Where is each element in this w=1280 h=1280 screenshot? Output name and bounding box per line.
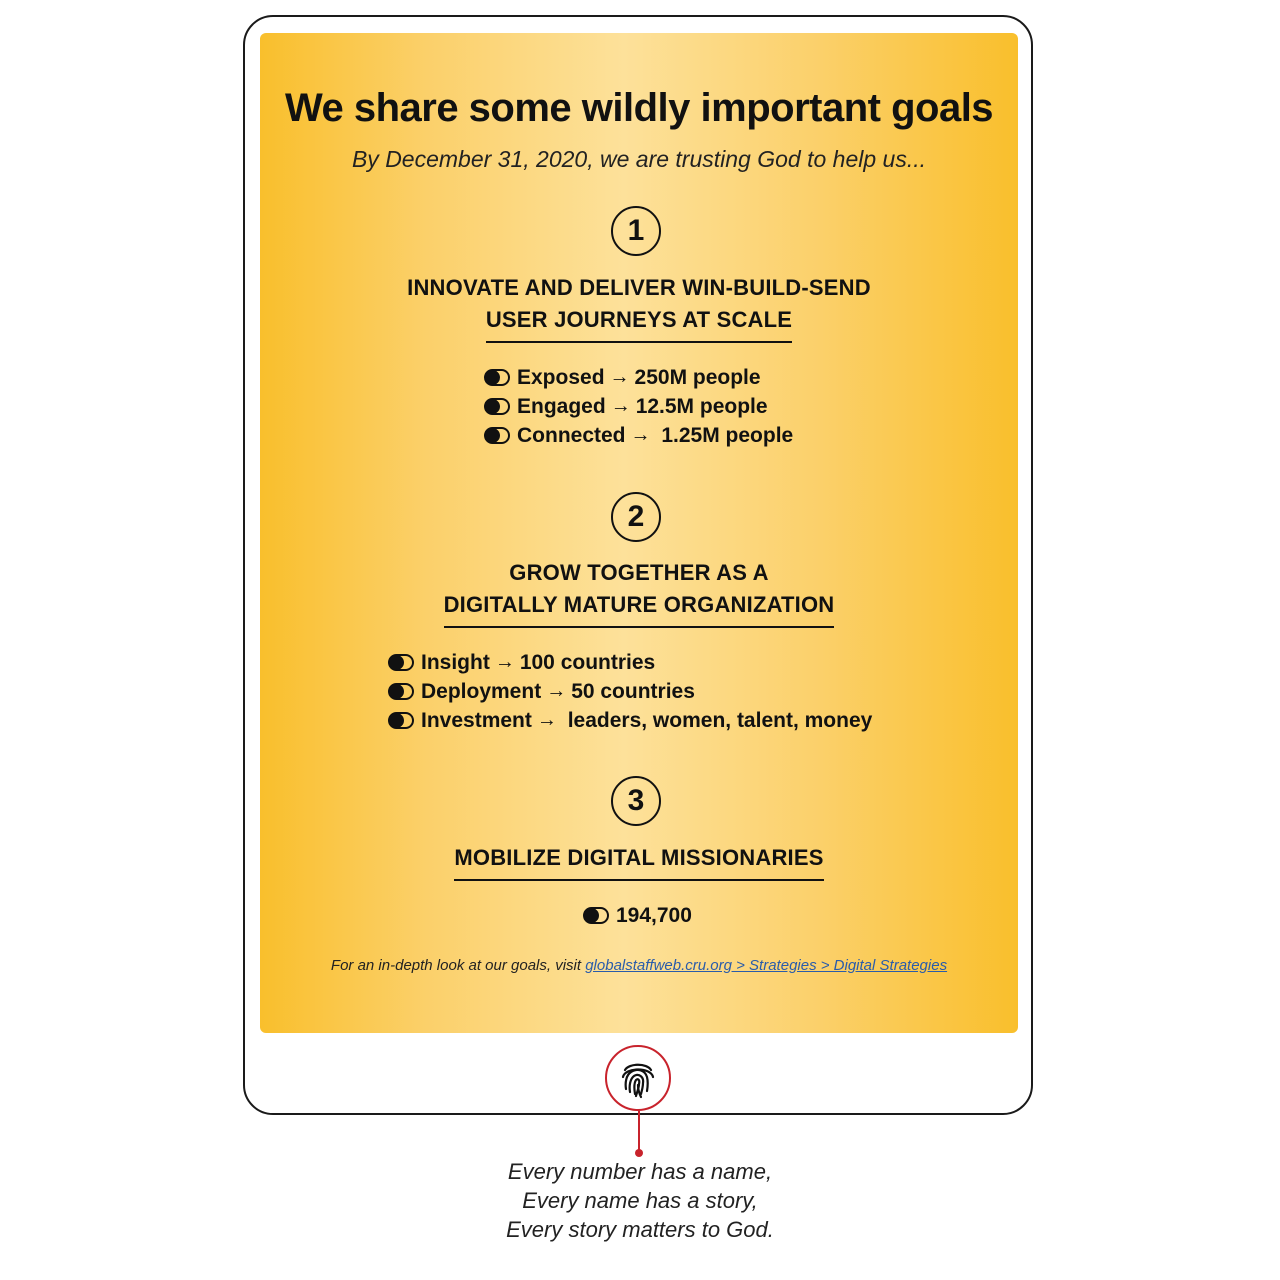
fingerprint-button[interactable]	[605, 1045, 671, 1111]
goal-2-number-badge: 2	[611, 492, 661, 542]
goal-2-heading-line2: DIGITALLY MATURE ORGANIZATION	[444, 589, 835, 628]
metric-label: Engaged	[517, 394, 606, 418]
footnote	[260, 957, 1018, 974]
arrow-icon: →	[610, 395, 631, 417]
arrow-icon: →	[630, 424, 651, 446]
footnote-text: For an in-depth look at our goals, visit	[330, 957, 586, 974]
metric-label: Investment	[421, 708, 532, 732]
metric-value: 250M people	[634, 365, 761, 389]
caption-line3: Every story matters to God.	[506, 1217, 774, 1242]
toggle-icon	[484, 398, 510, 415]
metric-investment	[388, 706, 872, 735]
metric-label: Connected	[517, 423, 626, 447]
strategies-link[interactable]: globalstaffweb.cru.org > Strategies > Digital Strategies	[585, 957, 948, 974]
metric-deployment	[388, 677, 872, 706]
toggle-icon	[388, 654, 414, 671]
goal-3-heading	[260, 842, 1018, 881]
goal-2-metrics	[388, 648, 872, 735]
page-title: We share some wildly important goals	[284, 86, 994, 130]
toggle-icon	[484, 427, 510, 444]
toggle-icon	[388, 683, 414, 700]
connector-line	[638, 1111, 640, 1151]
fingerprint-icon	[615, 1055, 661, 1101]
metric-value: 12.5M people	[635, 394, 768, 418]
page-subtitle: By December 31, 2020, we are trusting God to help us...	[351, 146, 927, 172]
caption-line2: Every name has a story,	[522, 1188, 758, 1213]
metric-label: Insight	[421, 650, 490, 674]
goal-1-metrics	[484, 363, 793, 450]
goal-3-number-badge: 3	[611, 776, 661, 826]
metric-missionaries	[583, 901, 692, 930]
metric-connected	[484, 421, 793, 450]
caption	[380, 1157, 900, 1244]
metric-value: 50 countries	[571, 679, 695, 703]
arrow-icon: →	[609, 366, 630, 388]
goal-2-heading-line1: GROW TOGETHER AS A	[509, 560, 769, 585]
metric-exposed	[484, 363, 793, 392]
metric-value: 194,700	[616, 903, 692, 927]
metric-label: Exposed	[517, 365, 605, 389]
metric-value: 100 countries	[519, 650, 656, 674]
metric-engaged	[484, 392, 793, 421]
toggle-icon	[583, 907, 609, 924]
arrow-icon: →	[546, 680, 567, 702]
metric-label: Deployment	[421, 679, 542, 703]
arrow-icon: →	[494, 651, 515, 673]
goal-2-heading	[260, 557, 1018, 628]
goal-1-number-badge: 1	[611, 206, 661, 256]
toggle-icon	[388, 712, 414, 729]
goal-3-metrics	[583, 901, 692, 930]
caption-line1: Every number has a name,	[507, 1159, 773, 1184]
arrow-icon: →	[536, 709, 557, 731]
metric-value: 1.25M people	[655, 423, 794, 447]
toggle-icon	[484, 369, 510, 386]
goal-1-heading	[260, 272, 1018, 343]
goal-1-heading-line2: USER JOURNEYS AT SCALE	[486, 304, 792, 343]
goal-3-heading-line: MOBILIZE DIGITAL MISSIONARIES	[454, 842, 823, 881]
metric-value: leaders, women, talent, money	[561, 708, 873, 732]
connector-dot	[635, 1149, 643, 1157]
metric-insight	[388, 648, 872, 677]
goal-1-heading-line1: INNOVATE AND DELIVER WIN-BUILD-SEND	[407, 275, 871, 300]
